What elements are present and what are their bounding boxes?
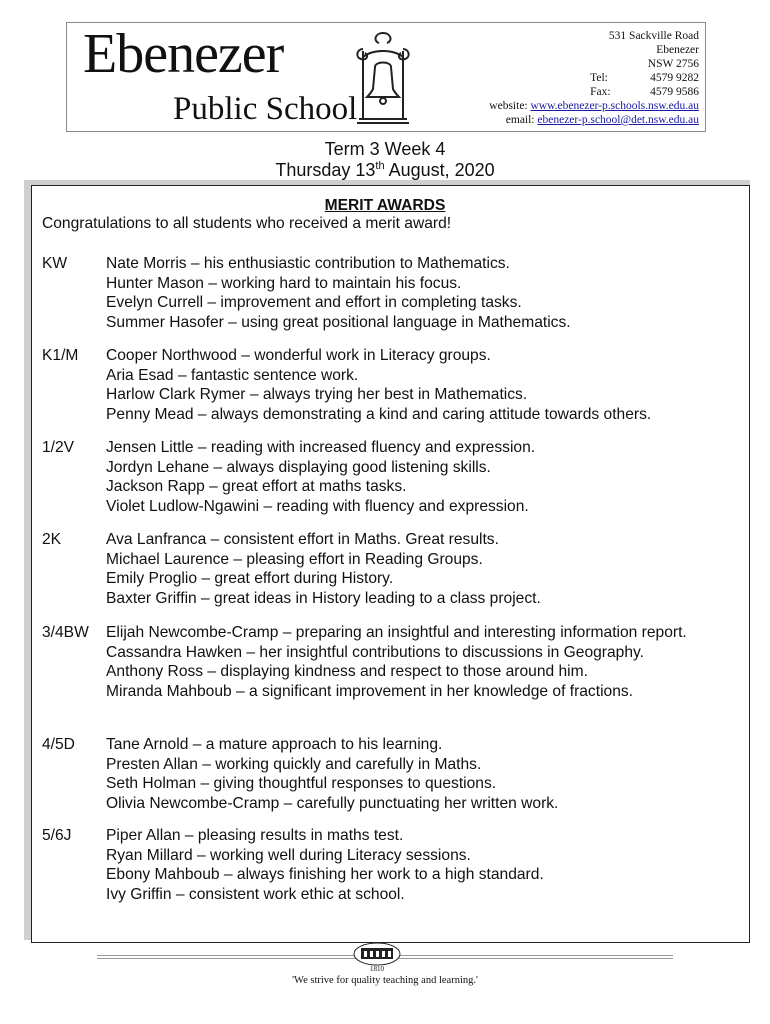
website-link[interactable]: www.ebenezer-p.schools.nsw.edu.au	[530, 100, 699, 112]
award-entry: Seth Holman – giving thoughtful responses to questions.	[106, 775, 497, 793]
fax-label: Fax:	[590, 86, 611, 98]
award-entry: Presten Allan – working quickly and carefully in Maths.	[106, 755, 482, 773]
award-entry: Violet Ludlow-Ngawini – reading with fluency and expression.	[106, 497, 529, 515]
school-building-logo-icon	[352, 942, 402, 972]
award-entry: Miranda Mahboub – a significant improvement in her knowledge of fractions.	[106, 682, 634, 700]
award-entry: Evelyn Currell – improvement and effort in completing tasks.	[106, 294, 522, 312]
award-entry: Cooper Northwood – wonderful work in Literacy groups.	[106, 347, 491, 364]
award-entry: Hunter Mason – working hard to maintain his focus.	[106, 274, 462, 292]
class-label: 1/2V	[42, 439, 75, 456]
class-label: 4/5D	[42, 736, 75, 753]
award-entry: Olivia Newcombe-Cramp – carefully punctuating her written work.	[106, 794, 559, 812]
award-entry: Anthony Ross – displaying kindness and respect to those around him.	[106, 663, 588, 681]
award-entry: Nate Morris – his enthusiastic contribution to Mathematics.	[106, 255, 510, 272]
award-entry: Ava Lanfranca – consistent effort in Maths. Great results.	[106, 531, 499, 548]
award-entry: Ebony Mahboub – always finishing her work to a high standard.	[106, 866, 544, 884]
fax-number: 4579 9586	[650, 86, 699, 98]
award-entry: Cassandra Hawken – her insightful contributions to discussions in Geography.	[106, 643, 644, 661]
award-entry: Baxter Griffin – great ideas in History leading to a class project.	[106, 589, 541, 607]
award-entry: Harlow Clark Rymer – always trying her best in Mathematics.	[106, 386, 528, 404]
issue-date-rest: August, 2020	[384, 160, 495, 180]
award-entry: Penny Mead – always demonstrating a kind and caring attitude towards others.	[106, 405, 652, 423]
fax-row	[489, 85, 699, 99]
award-entry: Jordyn Lehane – always displaying good listening skills.	[106, 458, 491, 476]
website-row	[489, 99, 699, 113]
award-entry: Jackson Rapp – great effort at maths tasks.	[106, 478, 407, 496]
school-subtitle: Public School	[173, 91, 358, 127]
merit-awards-heading: MERIT AWARDS	[324, 197, 446, 214]
award-entry: Aria Esad – fantastic sentence work.	[106, 366, 359, 384]
school-name: Ebenezer	[83, 23, 284, 85]
award-entry: Jensen Little – reading with increased fluency and expression.	[106, 439, 536, 456]
term-week: Term 3 Week 4	[324, 139, 446, 159]
award-entry: Elijah Newcombe-Cramp – preparing an insightful and interesting information report.	[106, 624, 687, 641]
logo-year: 1810	[370, 965, 384, 972]
class-label: 2K	[42, 531, 62, 548]
class-label: K1/M	[42, 347, 79, 364]
issue-date-suffix: th	[375, 160, 385, 172]
award-entry: Ryan Millard – working well during Literacy sessions.	[106, 846, 471, 864]
email-link[interactable]: ebenezer-p.school@det.nsw.edu.au	[537, 114, 699, 126]
award-entry: Ivy Griffin – consistent work ethic at school.	[106, 885, 405, 903]
letterhead	[66, 22, 706, 132]
bell-emblem-icon	[353, 27, 413, 127]
website-label: website:	[489, 100, 528, 112]
email-label: email:	[505, 114, 535, 126]
award-entry: Summer Hasofer – using great positional language in Mathematics.	[106, 313, 571, 331]
issue-date-day: Thursday 13	[275, 160, 376, 180]
award-entry: Emily Proglio – great effort during History.	[106, 570, 394, 588]
tel-number: 4579 9282	[650, 72, 699, 84]
address-line: Ebenezer	[656, 44, 699, 56]
address-line: NSW 2756	[647, 58, 699, 70]
tel-row	[489, 71, 699, 85]
contact-details	[489, 29, 699, 127]
address-line: 531 Sackville Road	[608, 30, 699, 42]
merit-intro: Congratulations to all students who received a merit award!	[42, 215, 452, 232]
email-row	[489, 113, 699, 127]
award-entry: Michael Laurence – pleasing effort in Reading Groups.	[106, 550, 483, 568]
award-entry: Piper Allan – pleasing results in maths test.	[106, 827, 404, 844]
class-label: KW	[42, 255, 68, 272]
class-label: 3/4BW	[42, 624, 89, 641]
school-motto: 'We strive for quality teaching and learning.'	[292, 975, 478, 986]
class-label: 5/6J	[42, 827, 72, 844]
award-entry: Tane Arnold – a mature approach to his learning.	[106, 736, 443, 753]
tel-label: Tel:	[590, 72, 608, 84]
issue-date	[0, 160, 770, 181]
